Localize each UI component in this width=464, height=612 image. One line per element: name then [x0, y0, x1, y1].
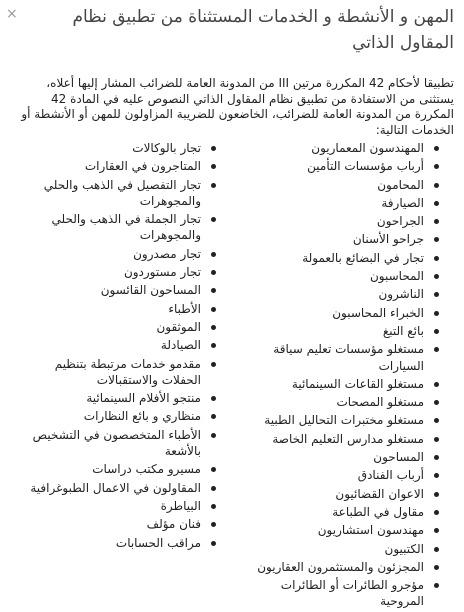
- list-item: منتجو الأفلام السينمائية: [8, 390, 231, 406]
- list-item: الأطباء: [8, 301, 231, 317]
- list-item: المحامون: [231, 177, 454, 193]
- close-icon[interactable]: ×: [6, 6, 18, 22]
- list-item: البياطرة: [8, 498, 231, 514]
- list-item: الاعوان القضائيون: [231, 486, 454, 502]
- list-item: المقاولون في الاعمال الطبوغرافية: [8, 480, 231, 496]
- list-item: مستغلو القاعات السينمائية: [231, 376, 454, 392]
- list-item: منظاري و بائع النظارات: [8, 408, 231, 424]
- list-item: الصيادلة: [8, 337, 231, 353]
- list-item: الأطباء المتخصصون في التشخيص بالأشعة: [8, 427, 231, 460]
- list-item: الكتبيون: [231, 541, 454, 557]
- list-item: الخبراء المحاسبون: [231, 305, 454, 321]
- list-item: المجزئون والمستثمرون العقاريون: [231, 559, 454, 575]
- list-item: تجار التفصيل في الذهب والحلي والمجوهرات: [8, 177, 231, 210]
- intro-paragraph: تطبيقا لأحكام 42 المكررة مرتين III من المدونة العامة للضرائب المشار إليها أعلاه، يستثنى من الاستفادة من تطبيق نظام المقاول الذاتي النصوص عليه في المادة 42 المكررة من المدونة العامة للضرائب، الخاضعون للضريبة المزاولون للمهن أو الأنشطة أو الخدمات التالية:: [21, 76, 454, 137]
- professions-list-right: [231, 140, 454, 612]
- list-item: أرباب مؤسسات التأمين: [231, 158, 454, 174]
- dialog-title: المهن و الأنشطة و الخدمات المستثناة من تطبيق نظام المقاول الذاتي: [72, 7, 454, 53]
- list-item: تجار بالوكالات: [8, 140, 231, 156]
- list-item: تجار الجملة في الذهب والحلي والمجوهرات: [8, 211, 231, 244]
- list-item: المساحون: [231, 449, 454, 465]
- professions-columns: [8, 140, 454, 612]
- list-item: بائع التبغ: [231, 323, 454, 339]
- list-item: المساحون القائسون: [8, 282, 231, 298]
- list-item: تجار مصدرون: [8, 246, 231, 262]
- list-item: مستغلو مؤسسات تعليم سياقة السيارات: [231, 341, 454, 374]
- list-item: مهندسون استشاريون: [231, 522, 454, 538]
- list-item: المحاسبون: [231, 268, 454, 284]
- list-item: المتاجرون في العقارات: [8, 158, 231, 174]
- list-item: الجراحون: [231, 213, 454, 229]
- list-item: مسيرو مكتب دراسات: [8, 461, 231, 477]
- list-item: الناشرون: [231, 286, 454, 302]
- list-item: مؤجرو الطائرات أو الطائرات المروحية: [231, 577, 454, 610]
- list-item: تجار مستوردون: [8, 264, 231, 280]
- list-item: جراحو الأسنان: [231, 231, 454, 247]
- list-item: مستغلو مختبرات التحاليل الطبية: [231, 412, 454, 428]
- list-item: مستغلو المصحات: [231, 394, 454, 410]
- list-item: مستغلو مدارس التعليم الخاصة: [231, 431, 454, 447]
- professions-list-left: [8, 140, 231, 612]
- list-item: الموثقون: [8, 319, 231, 335]
- list-item: مراقب الحسابات: [8, 535, 231, 551]
- list-item: تجار في البضائع بالعمولة: [231, 250, 454, 266]
- dialog-body: [8, 76, 454, 612]
- list-item: فنان مؤلف: [8, 516, 231, 532]
- list-item: أرباب الفنادق: [231, 467, 454, 483]
- list-item: مقدمو خدمات مرتبطة بتنظيم الحفلات والاستقبالات: [8, 356, 231, 389]
- list-item: الصيارفة: [231, 195, 454, 211]
- list-item: المهندسون المعماريون: [231, 140, 454, 156]
- list-item: مقاول في الطباعة: [231, 504, 454, 520]
